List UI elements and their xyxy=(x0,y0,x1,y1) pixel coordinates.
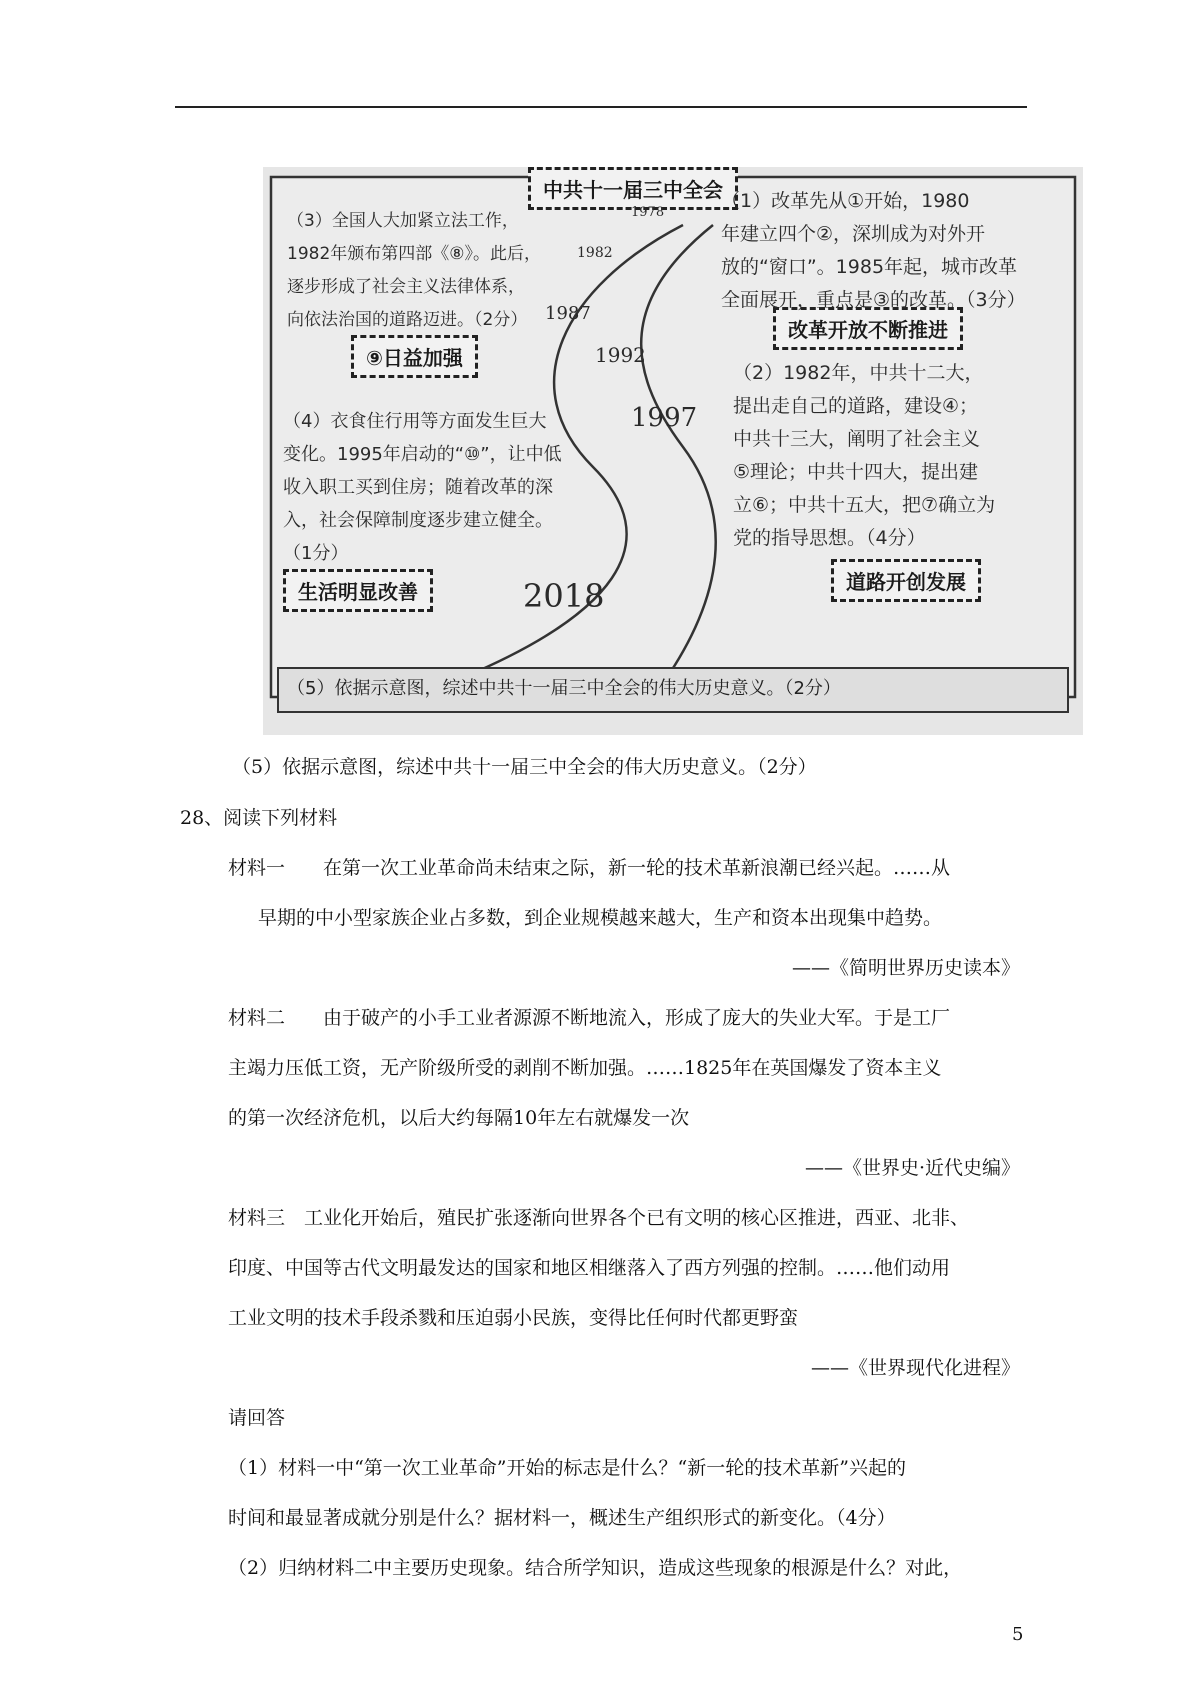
answer-prompt: 请回答 xyxy=(228,1407,286,1429)
material-1-line-2: 早期的中小型家族企业占多数，到企业规模越来越大，生产和资本出现集中趋势。 xyxy=(258,907,943,929)
material-2-line-3: 的第一次经济危机，以后大约每隔10年左右就爆发一次 xyxy=(228,1107,690,1129)
question-5: （5）依据示意图，综述中共十一届三中全会的伟大历史意义。（2分） xyxy=(232,756,817,778)
diagram-q4: （4）衣食住行用等方面发生巨大 变化。1995年启动的“⑩”，让中低 收入职工买到住房；随着改革的深 入，社会保障制度逐步建立健全。 （1分） xyxy=(283,411,562,564)
material-1-source: ——《简明世界历史读本》 xyxy=(791,957,1020,979)
box-reform-opening: 改革开放不断推进 xyxy=(773,307,963,350)
reform-timeline-diagram xyxy=(263,167,1083,735)
diagram-q2: （2）1982年，中共十二大， 提出走自己的道路，建设④； 中共十三大，阐明了社会主义 ⑤理论；中共十四大，提出建 立⑥；中共十五大，把⑦确立为 党的指导思想。（4分） xyxy=(733,362,996,549)
year-1997: 1997 xyxy=(631,403,698,433)
year-2018: 2018 xyxy=(523,577,605,615)
page-number: 5 xyxy=(1012,1624,1024,1645)
answer-question-1-line-1: （1）材料一中“第一次工业革命”开始的标志是什么？“新一轮的技术革新”兴起的 xyxy=(228,1457,906,1479)
header-rule xyxy=(175,106,1027,108)
diagram-q5-bar: （5）依据示意图，综述中共十一届三中全会的伟大历史意义。（2分） xyxy=(277,667,1069,713)
diagram-q3: （3）全国人大加紧立法工作， 1982年颁布第四部《⑧》。此后， 逐步形成了社会主义法律体系， 向依法治国的道路迈进。（2分） xyxy=(287,211,542,330)
material-2-line-2: 主竭力压低工资，无产阶级所受的剥削不断加强。……1825年在英国爆发了资本主义 xyxy=(228,1057,942,1079)
box-third-plenum: 中共十一届三中全会 xyxy=(528,167,738,210)
year-1992: 1992 xyxy=(595,343,646,367)
answer-question-2-line-1: （2）归纳材料二中主要历史现象。结合所学知识，造成这些现象的根源是什么？对此， xyxy=(228,1557,963,1579)
year-1982: 1982 xyxy=(577,245,613,261)
answer-question-1-line-2: 时间和最显著成就分别是什么？据材料一，概述生产组织形式的新变化。（4分） xyxy=(228,1507,896,1529)
material-3-line-3: 工业文明的技术手段杀戮和压迫弱小民族，变得比任何时代都更野蛮 xyxy=(228,1307,799,1329)
year-1978: 1978 xyxy=(631,205,665,220)
diagram-q1: （1）改革先从①开始，1980 年建立四个②，深圳成为对外开 放的“窗口”。1985年起，城市改革 全面展开，重点是③的改革。（3分） xyxy=(721,190,1026,311)
year-1987: 1987 xyxy=(545,303,591,324)
box-legal-strengthening: ⑨日益加强 xyxy=(351,335,478,378)
box-life-improvement: 生活明显改善 xyxy=(283,569,433,612)
box-road-development: 道路开创发展 xyxy=(831,559,981,602)
material-2-line-1: 材料二 由于破产的小手工业者源源不断地流入，形成了庞大的失业大军。于是工厂 xyxy=(228,1007,951,1029)
material-2-source: ——《世界史·近代史编》 xyxy=(804,1157,1020,1179)
material-1-line-1: 材料一 在第一次工业革命尚未结束之际，新一轮的技术革新浪潮已经兴起。……从 xyxy=(228,857,951,879)
question-28-title: 28、阅读下列材料 xyxy=(180,807,338,829)
material-3-source: ——《世界现代化进程》 xyxy=(810,1357,1020,1379)
material-3-line-1: 材料三 工业化开始后，殖民扩张逐渐向世界各个已有文明的核心区推进，西亚、北非、 xyxy=(228,1207,970,1229)
material-3-line-2: 印度、中国等古代文明最发达的国家和地区相继落入了西方列强的控制。……他们动用 xyxy=(228,1257,951,1279)
